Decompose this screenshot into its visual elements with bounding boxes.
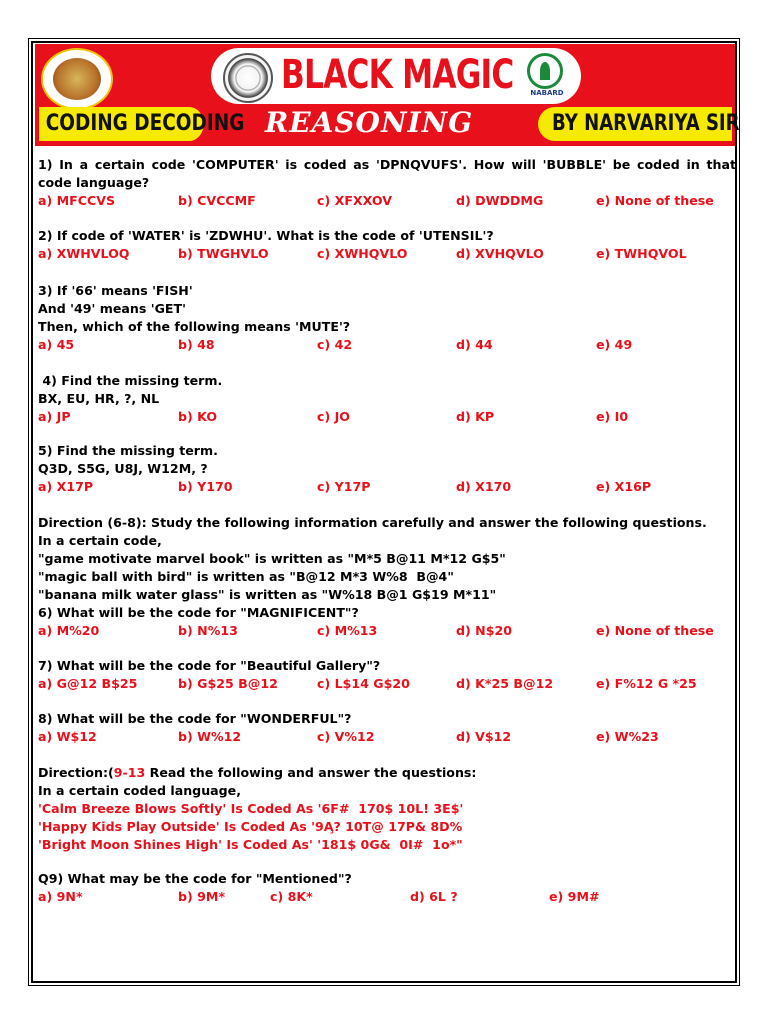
subject-tag: REASONING (265, 106, 474, 139)
option-d[interactable]: d) X170 (456, 479, 512, 494)
header-banner (35, 44, 740, 146)
author-tag (538, 107, 740, 141)
option-e[interactable]: e) W%23 (596, 729, 659, 744)
option-b[interactable]: b) CVCCMF (178, 193, 256, 208)
option-b[interactable]: b) G$25 B@12 (178, 676, 278, 691)
option-e[interactable]: e) I0 (596, 409, 629, 424)
option-c[interactable]: c) M%13 (317, 623, 378, 638)
options-row (38, 888, 736, 906)
rbi-seal-logo (223, 53, 273, 103)
option-e[interactable]: e) 49 (596, 337, 633, 352)
question-text: 7) What will be the code for "Beautiful Gallery"? (38, 658, 381, 673)
code-example: "magic ball with bird" is written as "B@12 M*3 W%8 B@4" (38, 569, 454, 584)
question-6 (38, 604, 736, 640)
question-text: Q3D, S5G, U8J, W12M, ? (38, 461, 208, 476)
options-row (38, 336, 736, 354)
option-a[interactable]: a) 9N* (38, 889, 83, 904)
question-3 (38, 282, 736, 354)
options-row (38, 192, 736, 210)
option-a[interactable]: a) 45 (38, 337, 75, 352)
options-row (38, 408, 736, 426)
author-label: BY NARVARIYA SIR (552, 111, 740, 136)
option-e[interactable]: e) None of these (596, 623, 714, 638)
option-c[interactable]: c) JO (317, 409, 350, 424)
option-b[interactable]: b) 48 (178, 337, 215, 352)
question-text: Then, which of the following means 'MUTE'? (38, 319, 351, 334)
option-a[interactable]: a) MFCCVS (38, 193, 116, 208)
options-row (38, 622, 736, 640)
direction-suffix: Read the following and answer the questions: (145, 765, 477, 780)
option-e[interactable]: e) X16P (596, 479, 652, 494)
option-a[interactable]: a) W$12 (38, 729, 97, 744)
question-5 (38, 442, 736, 496)
option-e[interactable]: e) None of these (596, 193, 714, 208)
question-text: And '49' means 'GET' (38, 301, 186, 316)
option-a[interactable]: a) M%20 (38, 623, 100, 638)
direction-text: In a certain code, (38, 533, 162, 548)
direction-prefix: Direction:( (38, 765, 114, 780)
direction-text: In a certain coded language, (38, 783, 241, 798)
direction-9-13 (38, 764, 736, 854)
option-d[interactable]: d) 6L ? (410, 889, 458, 904)
question-7 (38, 657, 736, 693)
option-e[interactable]: e) F%12 G *25 (596, 676, 697, 691)
option-b[interactable]: b) 9M* (178, 889, 226, 904)
option-a[interactable]: a) X17P (38, 479, 94, 494)
question-text: 4) Find the missing term. (38, 373, 223, 388)
code-example: "game motivate marvel book" is written as "M*5 B@11 M*12 G$5" (38, 551, 506, 566)
studylead-logo (41, 48, 113, 110)
question-text: Q9) What may be the code for "Mentioned"? (38, 871, 352, 886)
topic-tag: CODING DECODING (39, 107, 204, 141)
option-e[interactable]: e) 9M# (549, 889, 600, 904)
options-row (38, 675, 736, 693)
option-c[interactable]: c) XFXXOV (317, 193, 393, 208)
question-text: 5) Find the missing term. (38, 443, 218, 458)
question-text: 2) If code of 'WATER' is 'ZDWHU'. What is the code of 'UTENSIL'? (38, 228, 494, 243)
option-a[interactable]: a) XWHVLOQ (38, 246, 130, 261)
option-b[interactable]: b) N%13 (178, 623, 238, 638)
option-a[interactable]: a) JP (38, 409, 71, 424)
option-d[interactable]: d) K*25 B@12 (456, 676, 554, 691)
question-text: BX, EU, HR, ?, NL (38, 391, 160, 406)
option-b[interactable]: b) Y170 (178, 479, 233, 494)
option-a[interactable]: a) G@12 B$25 (38, 676, 138, 691)
option-b[interactable]: b) TWGHVLO (178, 246, 269, 261)
question-text: 1) In a certain code 'COMPUTER' is coded as 'DPNQVUFS'. How will 'BUBBLE' be coded in that code language? (38, 157, 736, 190)
options-row (38, 728, 736, 746)
question-9 (38, 870, 736, 906)
option-c[interactable]: c) V%12 (317, 729, 375, 744)
question-4 (38, 372, 736, 426)
option-d[interactable]: d) N$20 (456, 623, 512, 638)
code-example: 'Calm Breeze Blows Softly' Is Coded As '6F# 170$ 10L! 3E$' (38, 801, 464, 816)
option-e[interactable]: e) TWHQVOL (596, 246, 687, 261)
option-d[interactable]: d) DWDDMG (456, 193, 544, 208)
option-d[interactable]: d) 44 (456, 337, 493, 352)
question-text: 6) What will be the code for "MAGNIFICENT"? (38, 605, 359, 620)
question-8 (38, 710, 736, 746)
question-text: 3) If '66' means 'FISH' (38, 283, 193, 298)
option-c[interactable]: c) 8K* (270, 889, 313, 904)
option-b[interactable]: b) W%12 (178, 729, 242, 744)
direction-heading (38, 764, 736, 782)
code-example: 'Happy Kids Play Outside' Is Coded As '9A̧? 10T@ 17P& 8D% (38, 819, 463, 834)
option-d[interactable]: d) KP (456, 409, 495, 424)
page-title: BLACK MAGIC (281, 52, 514, 98)
direction-6-8 (38, 514, 736, 604)
option-c[interactable]: c) Y17P (317, 479, 371, 494)
question-text: 8) What will be the code for "WONDERFUL"? (38, 711, 352, 726)
question-1 (38, 156, 736, 210)
option-b[interactable]: b) KO (178, 409, 218, 424)
option-c[interactable]: c) XWHQVLO (317, 246, 408, 261)
direction-text: Direction (6-8): Study the following information carefully and answer the following questions. (38, 515, 707, 530)
nabard-label: NABARD (530, 89, 564, 97)
options-row (38, 245, 736, 263)
code-example: 'Bright Moon Shines High' Is Coded As' '181$ 0G& 0I# 1o*" (38, 837, 463, 852)
direction-range: 9-13 (113, 765, 146, 780)
option-c[interactable]: c) 42 (317, 337, 353, 352)
code-example: "banana milk water glass" is written as "W%18 B@1 G$19 M*11" (38, 587, 497, 602)
question-2 (38, 227, 736, 263)
option-c[interactable]: c) L$14 G$20 (317, 676, 410, 691)
option-d[interactable]: d) XVHQVLO (456, 246, 544, 261)
nabard-logo (523, 53, 571, 99)
option-d[interactable]: d) V$12 (456, 729, 512, 744)
options-row (38, 478, 736, 496)
